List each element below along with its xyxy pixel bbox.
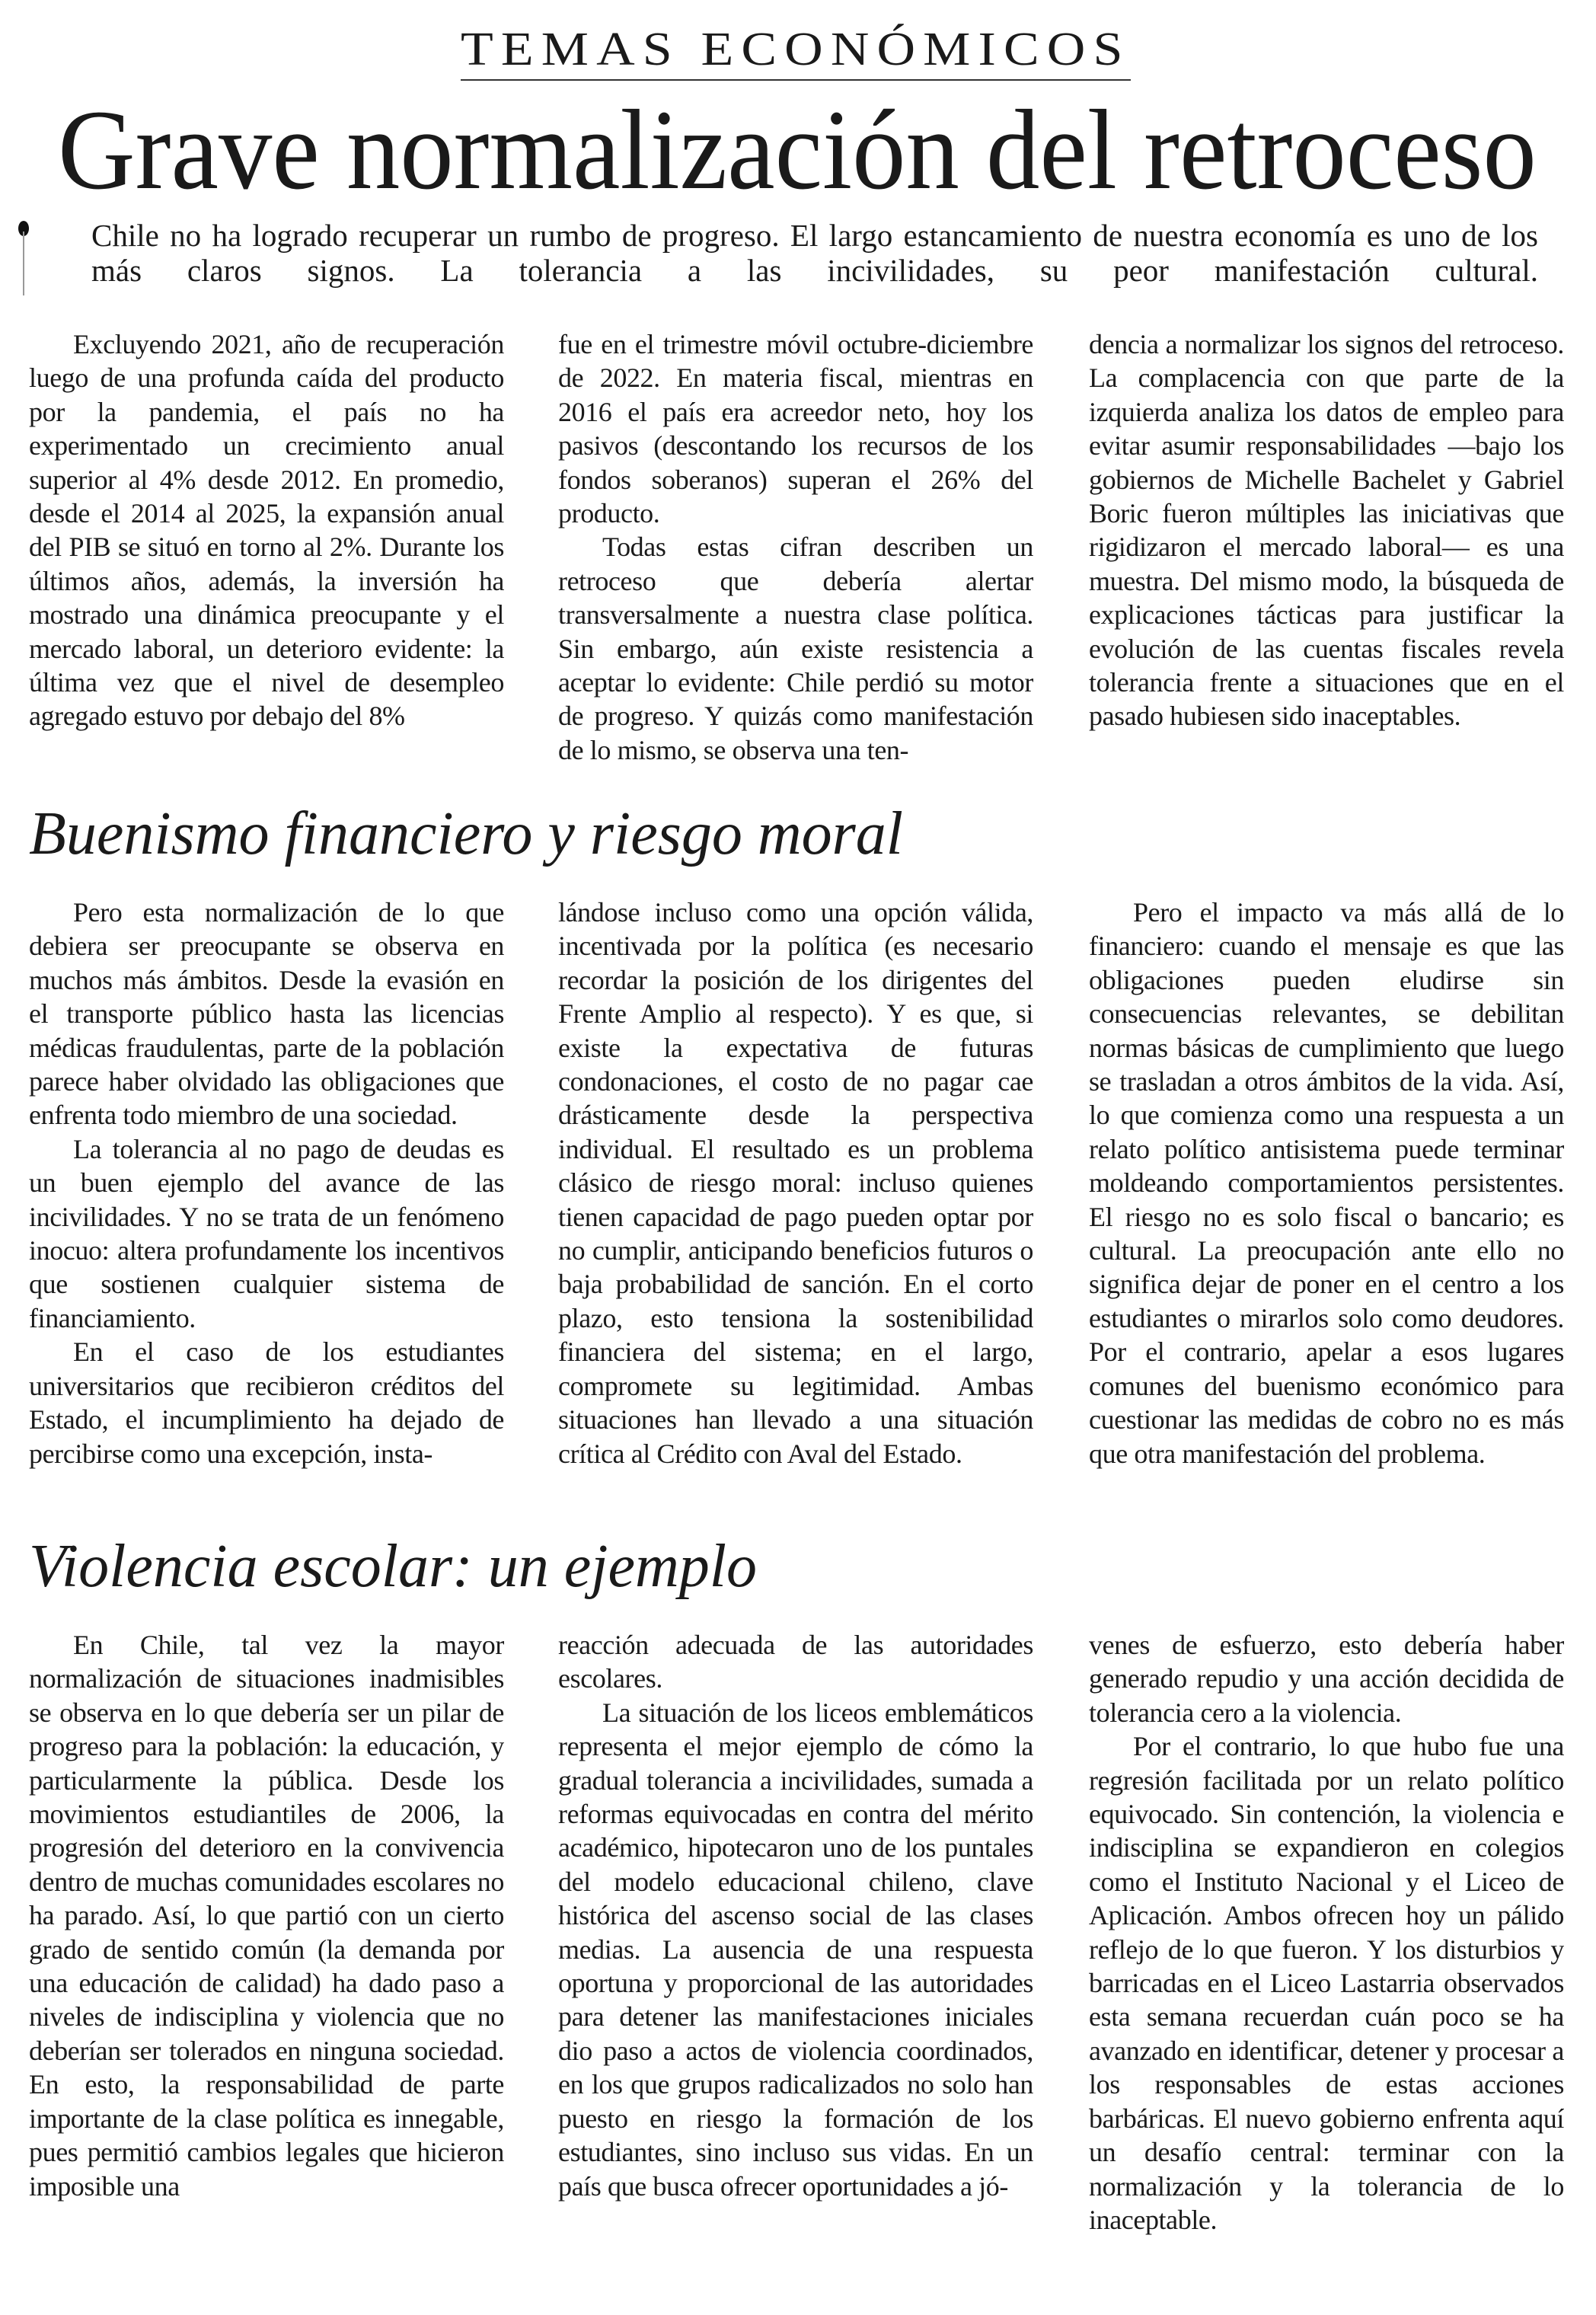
paragraph: fue en el trimestre móvil octubre-diciembre de 2022. En materia fiscal, mientras en 2016 el país era acreedor neto, hoy los pasivos (descontando los recursos de los fondos soberanos) superan el 26% del producto. (558, 329, 1033, 529)
paragraph: venes de esfuerzo, esto debería haber generado repudio y una acción decidida de tolerancia cero a la violencia. (1089, 1630, 1564, 1728)
deck-bullet-icon (23, 221, 25, 295)
paragraph: La situación de los liceos emblemáticos representa el mejor ejemplo de cómo la gradual tolerancia a incivilidades, sumada a reformas equivocadas en contra del mérito académico, hipotecaron uno de los puntales del modelo educacional chileno, clave histórica del ascenso social de las clases medias. La ausencia de una respuesta oportuna y proporcional de las autoridades para detener las manifestaciones iniciales dio paso a actos de violencia coordinados, en los que grupos radicalizados no solo han puesto en riesgo la formación de los estudiantes, sino incluso sus vidas. En un país que busca ofrecer oportunidades a jó- (558, 1697, 1033, 2202)
text-column (29, 896, 504, 1505)
text-column (558, 896, 1033, 1505)
paragraph: En Chile, tal vez la mayor normalización de situaciones inadmisibles se observa en lo que debería ser un pilar de progreso para la población: la educación, y particularmente la pública. Desde los movimientos estudiantiles de 2006, la progresión del deterioro en la convivencia dentro de muchas comunidades escolares no ha parado. Así, lo que partió con un cierto grado de sentido común (la demanda por una educación de calidad) ha dado paso a niveles de indisciplina y violencia que no deberían ser tolerados en ninguna sociedad. En esto, la responsabilidad de parte importante de la clase política es innegable, pues permitió cambios legales que hicieron imposible una (29, 1630, 504, 2202)
text-column (29, 1628, 504, 2291)
text-column (1089, 1628, 1564, 2291)
deck-summary: Chile no ha logrado recuperar un rumbo de progreso. El largo estancamiento de nuestra economía es uno de los más claros signos. La tolerancia a las incivilidades, su peor manifestación cultural. (91, 218, 1538, 288)
text-column (558, 327, 1033, 769)
paragraph: Pero esta normalización de lo que debiera ser preocupante se observa en muchos más ámbitos. Desde la evasión en el transporte público hasta las licencias médicas fraudulentas, parte de la población parece haber olvidado las obligaciones que enfrenta todo miembro de una sociedad. (29, 897, 504, 1131)
text-column (1089, 327, 1564, 769)
article-section-violencia (0, 1628, 1596, 2291)
paragraph: Todas estas cifran describen un retroceso que debería alertar transversalmente a nuestra clase política. Sin embargo, aún existe resistencia a aceptar lo evidente: Chile perdió su motor de progreso. Y quizás como manifestación de lo mismo, se observa una ten- (558, 532, 1033, 765)
paragraph: Excluyendo 2021, año de recuperación luego de una profunda caída del producto por la pandemia, el país no ha experimentado un crecimiento anual superior al 4% desde 2012. En promedio, desde el 2014 al 2025, la expansión anual del PIB se situó en torno al 2%. Durante los últimos años, además, la inversión ha mostrado una dinámica preocupante y el mercado laboral, un deterioro evidente: la última vez que el nivel de desempleo agregado estuvo por debajo del 8% (29, 329, 504, 732)
paragraph: dencia a normalizar los signos del retroceso. La complacencia con que parte de la izquierda analiza los datos de empleo para evitar asumir responsabilidades —bajo los gobiernos de Michelle Bachelet y Gabriel Boric fueron múltiples las iniciativas que rigidizaron el mercado laboral— es una muestra. Del mismo modo, la búsqueda de explicaciones tácticas para justificar la evolución de las cuentas fiscales revela tolerancia frente a situaciones que en el pasado hubiesen sido inaceptables. (1089, 329, 1564, 732)
text-column (29, 327, 504, 769)
subhead-buenismo: Buenismo financiero y riesgo moral (29, 800, 904, 867)
text-column (1089, 896, 1564, 1505)
paragraph: lándose incluso como una opción válida, incentivada por la política (es necesario recordar la posición de los dirigentes del Frente Amplio al respecto). Y es que, si existe la expectativa de futuras condonaciones, el costo de no pagar cae drásticamente desde la perspectiva individual. El resultado es un problema clásico de riesgo moral: incluso quienes tienen capacidad de pago pueden optar por no cumplir, anticipando beneficios futuros o baja probabilidad de sanción. En el corto plazo, esto tensiona la sostenibilidad financiera del sistema; en el largo, compromete su legitimidad. Ambas situaciones han llevado a una situación crítica al Crédito con Aval del Estado. (558, 897, 1033, 1469)
article-section-buenismo (0, 896, 1596, 1505)
paragraph: Por el contrario, lo que hubo fue una regresión facilitada por un relato político equivocado. Sin contención, la violencia e indisciplina se expandieron en colegios como el Instituto Nacional y el Liceo de Aplicación. Ambos ofrecen hoy un pálido reflejo de lo que fueron. Y los disturbios y barricadas en el Liceo Lastarria observados esta semana recuerdan cuán poco se ha avanzado en identificar, detener y procesar a los responsables de estas acciones barbáricas. El nuevo gobierno enfrenta aquí un desafío central: terminar con la normalización y la tolerancia de lo inaceptable. (1089, 1731, 1564, 2235)
paragraph: En el caso de los estudiantes universitarios que recibieron créditos del Estado, el incumplimiento ha dejado de percibirse como una excepción, insta- (29, 1336, 504, 1469)
paragraph: reacción adecuada de las autoridades escolares. (558, 1630, 1033, 1694)
headline: Grave normalización del retroceso (58, 87, 1537, 213)
text-column (558, 1628, 1033, 2291)
article-section-intro (0, 327, 1596, 769)
section-kicker: TEMAS ECONÓMICOS (461, 24, 1131, 75)
kicker-divider (461, 79, 1131, 81)
paragraph: La tolerancia al no pago de deudas es un buen ejemplo del avance de las incivilidades. Y no se trata de un fenómeno inocuo: altera profundamente los incentivos que sostienen cualquier sistema de financiamiento. (29, 1133, 504, 1333)
paragraph: Pero el impacto va más allá de lo financiero: cuando el mensaje es que las obligaciones pueden eludirse sin consecuencias relevantes, se debilitan normas básicas de cumplimiento que luego se trasladan a otros ámbitos de la vida. Así, lo que comienza como una respuesta a un relato político antisistema puede terminar moldeando comportamientos persistentes. El riesgo no es solo fiscal o bancario; es cultural. La preocupación ante ello no significa dejar de poner en el centro a los estudiantes o mirarlos solo como deudores. Por el contrario, apelar a esos lugares comunes del buenismo económico para cuestionar las medidas de cobro no es más que otra manifestación del problema. (1089, 897, 1564, 1469)
subhead-violencia: Violencia escolar: un ejemplo (29, 1533, 758, 1600)
